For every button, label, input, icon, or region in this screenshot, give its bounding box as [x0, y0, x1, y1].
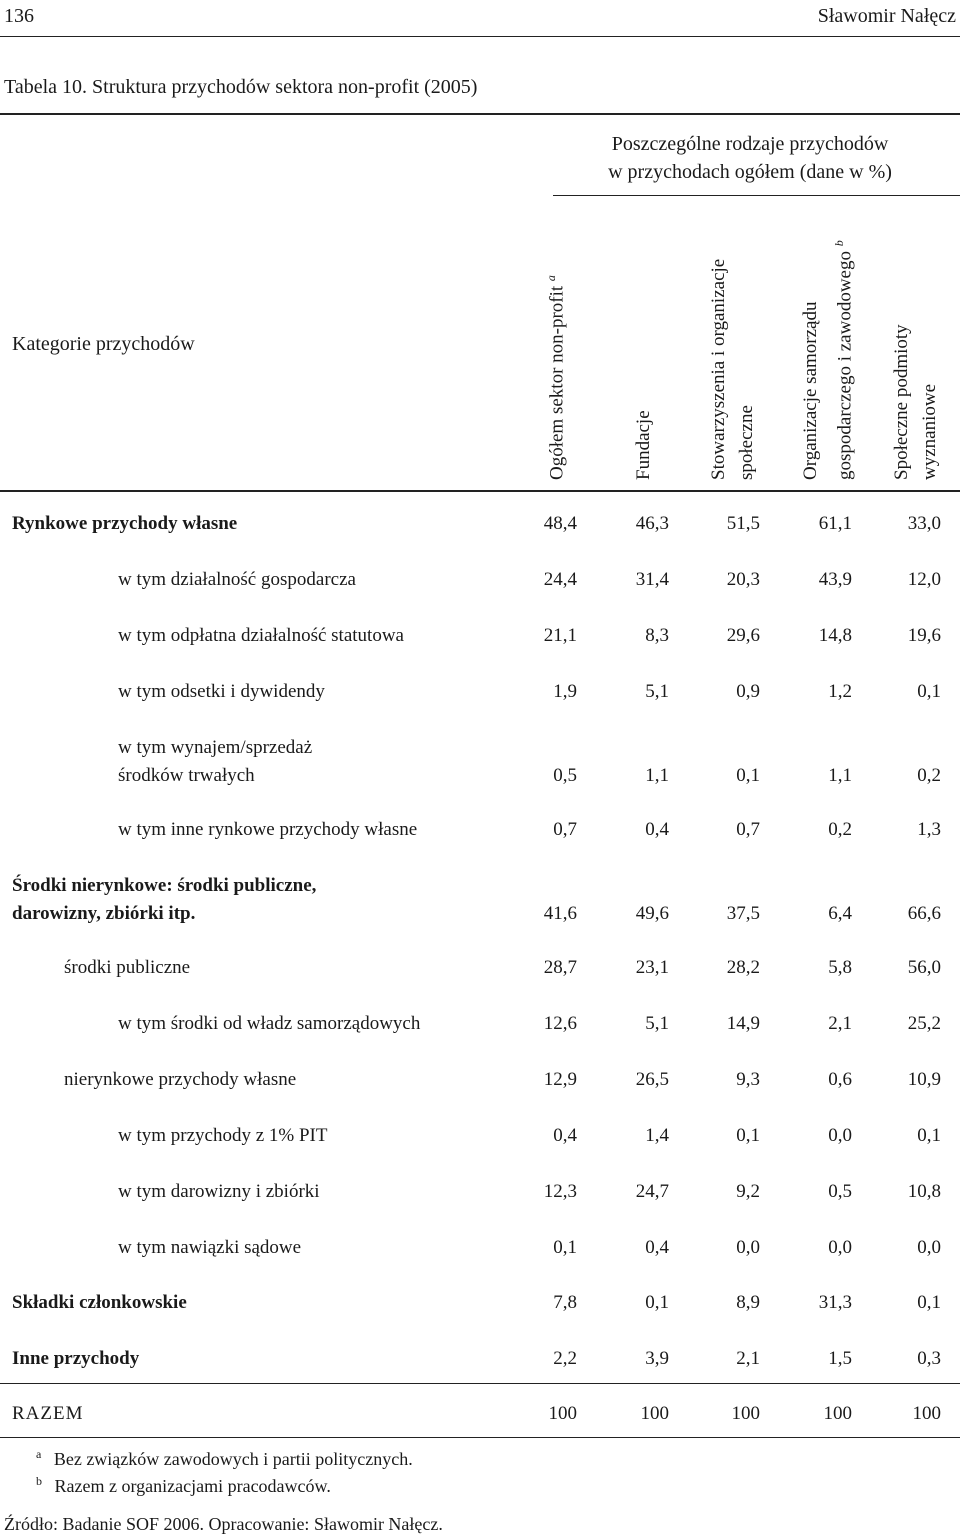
footnote-a-mark: a — [36, 1447, 42, 1461]
cell-value: 12,0 — [907, 569, 941, 590]
cell-value: 31,3 — [818, 1292, 852, 1313]
page-number: 136 — [4, 5, 34, 27]
cell-value: 21,1 — [543, 625, 577, 646]
cell-value: 5,1 — [645, 1013, 669, 1034]
column-group-header-line2: w przychodach ogółem (dane w %) — [608, 161, 892, 183]
column-header-samorzad — [797, 240, 859, 480]
row-label-line1: RAZEM — [12, 1403, 84, 1424]
cell-value: 8,3 — [645, 625, 669, 646]
row-label — [12, 1400, 84, 1428]
cell-value: 2,2 — [553, 1348, 577, 1369]
row-label — [118, 1178, 320, 1206]
cell-value: 0,0 — [828, 1237, 852, 1258]
cell-value: 19,6 — [907, 625, 941, 646]
cell-value: 9,2 — [736, 1181, 760, 1202]
cell-value: 0,0 — [828, 1125, 852, 1146]
row-label-line1: w tym inne rynkowe przychody własne — [118, 819, 418, 840]
footnote-b-text: Razem z organizacjami pracodawców. — [54, 1476, 331, 1496]
cell-value: 66,6 — [907, 903, 941, 924]
group-header-rule — [553, 195, 960, 196]
cell-value: 1,1 — [645, 765, 669, 786]
row-label-line1: w tym przychody z 1% PIT — [118, 1125, 328, 1146]
cell-value: 1,2 — [828, 681, 852, 702]
cell-value: 0,4 — [645, 819, 669, 840]
cell-value: 61,1 — [818, 513, 852, 534]
running-author: Sławomir Nałęcz — [817, 5, 956, 27]
cell-value: 1,3 — [917, 819, 941, 840]
cell-value: 51,5 — [726, 513, 760, 534]
cell-value: 0,1 — [553, 1237, 577, 1258]
table-top-rule — [0, 113, 960, 115]
footnote-a-text: Bez związków zawodowych i partii politycznych. — [53, 1449, 413, 1469]
cell-value: 26,5 — [635, 1069, 669, 1090]
column-header-samorzad-line1: Organizacje samorządu — [800, 301, 821, 480]
cell-value: 28,7 — [543, 957, 577, 978]
row-label-line1: środki publiczne — [64, 957, 191, 978]
cell-value: 31,4 — [635, 569, 669, 590]
row-label-line1: w tym darowizny i zbiórki — [118, 1181, 320, 1202]
column-header-stowarzyszenia — [705, 259, 761, 480]
cell-value: 0,7 — [736, 819, 760, 840]
cell-value: 41,6 — [543, 903, 577, 924]
cell-value: 56,0 — [907, 957, 941, 978]
cell-value: 100 — [912, 1403, 941, 1424]
row-header: Kategorie przychodów — [12, 333, 195, 355]
row-label-line1: Środki nierynkowe: środki publiczne, — [12, 875, 317, 896]
row-label-line1: w tym wynajem/sprzedaż — [118, 737, 313, 758]
cell-value: 2,1 — [736, 1348, 760, 1369]
cell-value: 6,4 — [828, 903, 852, 924]
column-group-header — [560, 130, 940, 186]
cell-value: 46,3 — [635, 513, 669, 534]
column-header-wyznaniowe-line2: wyznaniowe — [919, 383, 940, 480]
cell-value: 0,1 — [736, 765, 760, 786]
row-label-line2: darowizny, zbiórki itp. — [12, 903, 196, 924]
row-label-line1: w tym odsetki i dywidendy — [118, 681, 325, 702]
cell-value: 0,1 — [917, 681, 941, 702]
row-label-line1: w tym działalność gospodarcza — [118, 569, 356, 590]
cell-value: 12,6 — [543, 1013, 577, 1034]
cell-value: 9,3 — [736, 1069, 760, 1090]
cell-value: 12,9 — [543, 1069, 577, 1090]
cell-value: 0,1 — [645, 1292, 669, 1313]
cell-value: 49,6 — [635, 903, 669, 924]
row-label-line2: środków trwałych — [118, 765, 255, 786]
row-label — [118, 734, 312, 790]
cell-value: 14,9 — [726, 1013, 760, 1034]
cell-value: 1,9 — [553, 681, 577, 702]
cell-value: 0,7 — [553, 819, 577, 840]
column-group-header-line1: Poszczególne rodzaje przychodów — [611, 133, 889, 155]
row-label — [118, 1234, 301, 1262]
row-label — [118, 622, 404, 650]
table-bottom-rule — [0, 1437, 960, 1438]
cell-value: 0,6 — [828, 1069, 852, 1090]
cell-value: 100 — [548, 1403, 577, 1424]
cell-value: 0,1 — [917, 1125, 941, 1146]
cell-value: 100 — [640, 1403, 669, 1424]
column-header-samorzad-note: b — [832, 240, 846, 247]
footnote-b-mark: b — [36, 1474, 42, 1488]
column-header-total-note: a — [544, 275, 558, 282]
cell-value: 0,0 — [917, 1237, 941, 1258]
row-label-line1: Inne przychody — [12, 1348, 140, 1369]
cell-value: 0,2 — [828, 819, 852, 840]
column-header-total — [537, 275, 571, 480]
cell-value: 33,0 — [907, 513, 941, 534]
table-caption: Tabela 10. Struktura przychodów sektora non-profit (2005) — [4, 76, 478, 98]
cell-value: 1,5 — [828, 1348, 852, 1369]
cell-value: 23,1 — [635, 957, 669, 978]
row-label — [64, 954, 190, 982]
cell-value: 28,2 — [726, 957, 760, 978]
cell-value: 1,1 — [828, 765, 852, 786]
cell-value: 5,8 — [828, 957, 852, 978]
row-label — [12, 872, 316, 928]
row-label — [118, 566, 356, 594]
source-note: Źródło: Badanie SOF 2006. Opracowanie: Sławomir Nałęcz. — [4, 1514, 443, 1534]
row-label — [12, 1289, 187, 1317]
row-label-line1: w tym odpłatna działalność statutowa — [118, 625, 404, 646]
column-header-total-label: Ogółem sektor non-profit — [546, 285, 568, 480]
cell-value: 100 — [823, 1403, 852, 1424]
cell-value: 12,3 — [543, 1181, 577, 1202]
cell-value: 14,8 — [818, 625, 852, 646]
footnote-b — [36, 1474, 331, 1497]
cell-value: 48,4 — [543, 513, 577, 534]
cell-value: 0,1 — [736, 1125, 760, 1146]
cell-value: 0,9 — [736, 681, 760, 702]
row-label-line1: w tym środki od władz samorządowych — [118, 1013, 421, 1034]
cell-value: 8,9 — [736, 1292, 760, 1313]
cell-value: 0,1 — [917, 1292, 941, 1313]
row-label — [118, 1122, 327, 1150]
row-label — [118, 678, 325, 706]
column-header-wyznaniowe — [888, 324, 944, 480]
cell-value: 0,4 — [553, 1125, 577, 1146]
column-header-stowarzyszenia-line2: społeczne — [736, 405, 757, 480]
cell-value: 29,6 — [726, 625, 760, 646]
header-rule — [0, 36, 960, 37]
cell-value: 43,9 — [818, 569, 852, 590]
row-label — [118, 1010, 420, 1038]
cell-value: 3,9 — [645, 1348, 669, 1369]
row-label-line1: nierynkowe przychody własne — [64, 1069, 297, 1090]
cell-value: 24,4 — [543, 569, 577, 590]
cell-value: 0,2 — [917, 765, 941, 786]
column-header-fundacje — [630, 410, 658, 480]
cell-value: 20,3 — [726, 569, 760, 590]
cell-value: 0,3 — [917, 1348, 941, 1369]
cell-value: 0,5 — [553, 765, 577, 786]
cell-value: 2,1 — [828, 1013, 852, 1034]
cell-value: 37,5 — [726, 903, 760, 924]
header-bottom-rule — [0, 490, 960, 492]
cell-value: 10,9 — [907, 1069, 941, 1090]
cell-value: 25,2 — [907, 1013, 941, 1034]
cell-value: 7,8 — [553, 1292, 577, 1313]
column-header-fundacje-label: Fundacje — [633, 410, 654, 480]
cell-value: 0,0 — [736, 1237, 760, 1258]
cell-value: 5,1 — [645, 681, 669, 702]
row-label — [12, 510, 237, 538]
column-header-stowarzyszenia-line1: Stowarzyszenia i organizacje — [708, 258, 729, 480]
cell-value: 0,5 — [828, 1181, 852, 1202]
cell-value: 0,4 — [645, 1237, 669, 1258]
cell-value: 10,8 — [907, 1181, 941, 1202]
row-label-line1: Składki członkowskie — [12, 1292, 187, 1313]
row-label-line1: w tym nawiązki sądowe — [118, 1237, 302, 1258]
cell-value: 100 — [731, 1403, 760, 1424]
column-header-samorzad-line2: gospodarczego i zawodowego — [834, 251, 856, 480]
row-label — [118, 816, 417, 844]
razem-top-rule — [0, 1383, 960, 1384]
cell-value: 1,4 — [645, 1125, 669, 1146]
footnote-a — [36, 1447, 413, 1470]
row-label — [64, 1066, 296, 1094]
row-label — [12, 1345, 139, 1373]
column-header-wyznaniowe-line1: Społeczne podmioty — [891, 324, 912, 480]
cell-value: 24,7 — [635, 1181, 669, 1202]
row-label-line1: Rynkowe przychody własne — [12, 513, 238, 534]
